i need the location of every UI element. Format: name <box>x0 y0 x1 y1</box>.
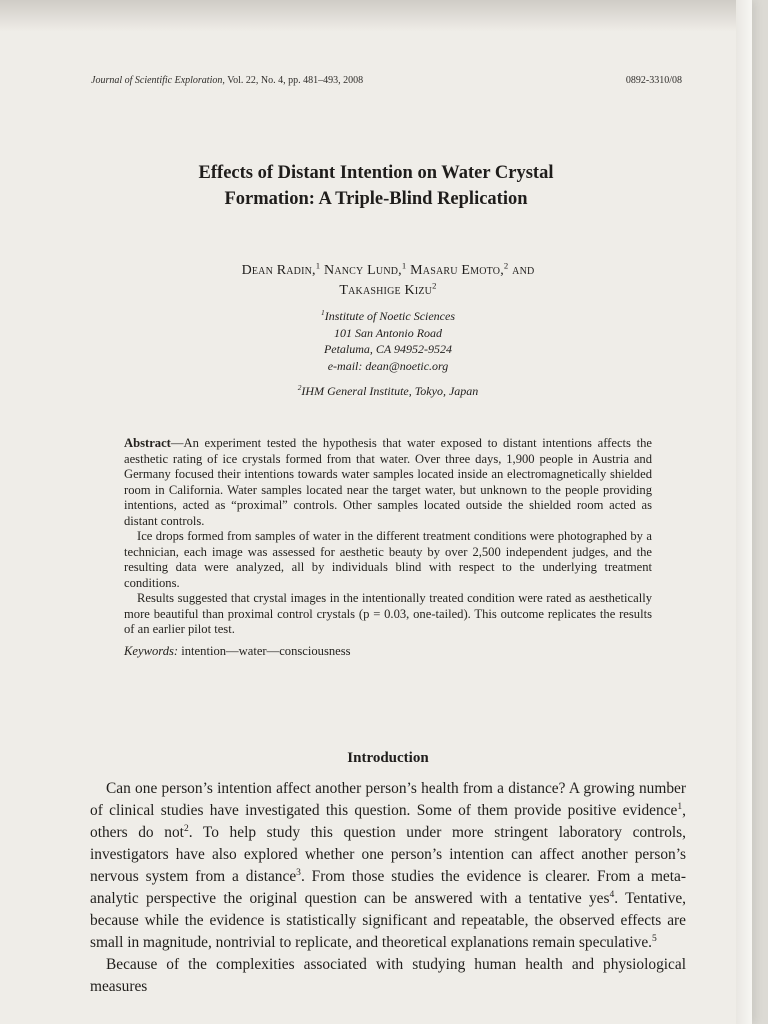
intro-paragraph-1: Can one person’s intention affect another person’s health from a distance? A growing number of clinical studies have investigated this question. Some of them provide positive evidence$^1$, others do not$^2$. To help study this question under more stringent laboratory controls, investigators have also explored whether one person’s intention can affect another person’s nervous system from a distance$^3$. From those studies the evidence is clearer. From a meta-analytic perspective the original question can be answered with a tentative yes$^4$. Tentative, because while the evidence is statistically significant and repeatable, the observed effects are small in magnitude, nontrivial to replicate, and theoretical explanations remain speculative.$^5$ <box>90 780 686 951</box>
citation-marker: 3 <box>296 866 301 878</box>
affil-marker: 2 <box>297 383 302 392</box>
author-name: Dean Radin, <box>241 263 316 278</box>
running-head <box>91 75 682 86</box>
keywords-text: intention—water—consciousness <box>181 643 351 658</box>
author-name: Takashige Kizu <box>339 283 433 298</box>
author-name: Nancy Lund, <box>324 263 402 278</box>
author-list <box>0 261 752 301</box>
authors-line-1 <box>0 261 752 281</box>
affiliation-1-address: 101 San Antonio Road <box>333 325 443 340</box>
affiliation-2: $^2$IHM General Institute, Tokyo, Japan <box>297 383 479 398</box>
affiliations <box>0 308 752 400</box>
affiliation-1-name: $^1$Institute of Noetic Sciences <box>320 308 455 323</box>
authors-line-2 <box>0 281 752 301</box>
affil-marker: 1 <box>320 308 325 317</box>
citation-marker: 2 <box>183 822 189 834</box>
abstract <box>124 436 652 659</box>
title-line-2: Formation: A Triple-Blind Replication <box>224 189 528 209</box>
abstract-paragraph-2: Ice drops formed from samples of water in the different treatment conditions were photographed by a technician, each image was assessed for aesthetic beauty by over 2,500 independent judges, and the resulting data were analyzed, all by individuals blind with respect to the underlying treatment conditions. <box>124 529 652 590</box>
scan-shadow <box>0 0 752 32</box>
affiliation-1-email: e-mail: dean@noetic.org <box>327 358 449 373</box>
page-edge <box>736 0 752 1024</box>
journal-name: Journal of Scientific Exploration, <box>91 75 225 86</box>
introduction-body <box>90 778 686 998</box>
author-name: Masaru Emoto, <box>410 263 504 278</box>
section-heading: Introduction <box>347 750 429 766</box>
intro-paragraph-2: Because of the complexities associated with studying human health and physiological measures <box>90 956 686 995</box>
author-conjunction: and <box>512 263 535 278</box>
abstract-label: Abstract <box>124 436 171 450</box>
citation-marker: 4 <box>609 888 615 900</box>
issn: 0892-3310/08 <box>625 75 682 86</box>
affil-marker: 2 <box>432 280 437 291</box>
abstract-text: —An experiment tested the hypothesis that water exposed to distant intentions affects the aesthetic rating of ice crystals formed from that water. Over three days, 1,900 people in Austria and Germany focused their intentions towards water samples located inside an electromagnetically shielded room in California. Water samples located near the target water, but unknown to the people providing intentions, acted as “proximal” controls. Other samples located outside the shielded room acted as distant controls. <box>124 436 652 528</box>
affil-marker: 2 <box>503 260 509 271</box>
affiliation-1-city: Petaluma, CA 94952-9524 <box>323 342 453 356</box>
affil-marker: 1 <box>315 260 321 271</box>
journal-citation: Vol. 22, No. 4, pp. 481–493, 2008 <box>227 75 364 86</box>
abstract-paragraph-1 <box>124 436 652 529</box>
citation-marker: 5 <box>652 932 657 944</box>
paper-title <box>0 160 752 212</box>
keywords <box>124 644 652 660</box>
title-line-1: Effects of Distant Intention on Water Crystal <box>198 163 554 183</box>
citation-marker: 1 <box>677 800 683 812</box>
keywords-label: Keywords: <box>124 643 179 658</box>
abstract-paragraph-3: Results suggested that crystal images in the intentionally treated condition were rated as aesthetically more beautiful than proximal control crystals (p = 0.03, one-tailed). This outcome replicates the results of an earlier pilot test. <box>124 591 652 636</box>
affil-marker: 1 <box>401 260 407 271</box>
